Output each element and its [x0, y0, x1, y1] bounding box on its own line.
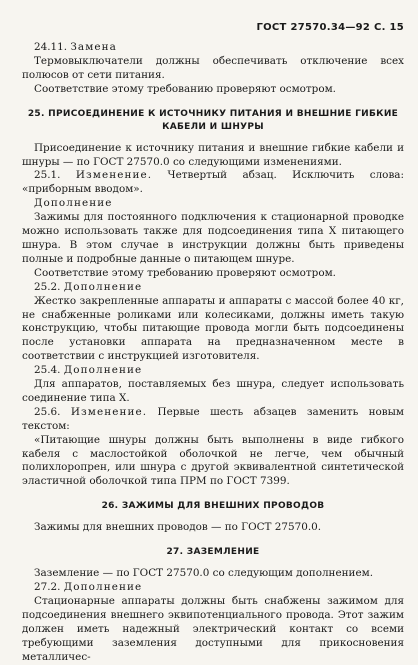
spaced-term: Дополнение — [34, 197, 113, 210]
text-run: 24.11. — [34, 41, 71, 53]
spaced-term: Дополнение — [63, 581, 143, 594]
section-heading — [22, 546, 404, 559]
page-header: ГОСТ 27570.34—92 С. 15 — [256, 22, 404, 33]
paragraph — [22, 595, 404, 665]
paragraph — [22, 142, 404, 170]
spacer — [22, 535, 404, 546]
text-run: Зажимы для постоянного подключения к стационарной проводке можно использовать также для подсоединения типа X питающего шнура. В этом случае в инструкции должны быть приведены полные и подробные данные о питающем шнуре. — [22, 211, 404, 265]
paragraph — [22, 197, 404, 211]
paragraph — [22, 378, 404, 406]
text-run: Соответствие этому требованию проверяют осмотром. — [34, 266, 336, 279]
text-run: Стационарные аппараты должны быть снабжены зажимом для подсоединения внешнего эквипотенциального провода. Этот зажим должен иметь надежный электрический контакт со всеми требующими заземления доступными для прикосновения металличес- — [22, 595, 404, 663]
text-run: Термовыключатели должны обеспечивать отключение всех полюсов от сети питания. — [22, 54, 404, 81]
spaced-term: Изменение. — [70, 405, 148, 418]
text-run: 27. ЗАЗЕМЛЕНИЕ — [166, 547, 260, 558]
spaced-term: Замена — [70, 41, 117, 53]
text-run: 25.6. — [34, 405, 71, 418]
spaced-term: Изменение. — [75, 169, 153, 182]
spacer — [22, 97, 404, 108]
text-run: 27.2. — [34, 581, 64, 594]
text-run: Соответствие этому требованию проверяют осмотром. — [34, 82, 336, 95]
spacer — [22, 489, 404, 500]
spacer — [22, 513, 404, 521]
text-run: Для аппаратов, поставляемых без шнура, следует использовать соединение типа X. — [22, 378, 404, 404]
paragraph — [22, 211, 404, 267]
paragraph — [22, 295, 404, 365]
text-run: 25.2. — [34, 280, 64, 293]
text-run: 25. ПРИСОЕДИНЕНИЕ К ИСТОЧНИКУ ПИТАНИЯ И ВНЕШНИЕ ГИБКИЕ КАБЕЛИ И ШНУРЫ — [27, 108, 399, 132]
paragraph — [22, 581, 404, 595]
text-run: 26. ЗАЖИМЫ ДЛЯ ВНЕШНИХ ПРОВОДОВ — [101, 501, 325, 512]
text-run: Четвертый абзац. Исключить слова: «приборным вводом». — [22, 169, 404, 196]
spacer — [22, 559, 404, 567]
document-body — [22, 41, 404, 665]
text-run: Присоединение к источнику питания и внешние гибкие кабели и шнуры — по ГОСТ 27570.0 со следующими изменениями. — [22, 141, 404, 168]
text-run: Заземление — по ГОСТ 27570.0 со следующим дополнением. — [34, 567, 374, 580]
paragraph — [22, 169, 404, 197]
paragraph — [22, 55, 404, 83]
text-run: «Питающие шнуры должны быть выполнены в виде гибкого кабеля с маслостойкой оболочкой не легче, чем обычный полихлоропрен, или шнура с другой эквивалентной синтетической эластичной оболочкой типа ПРМ по ГОСТ 7399. — [22, 433, 404, 488]
text-run: Первые шесть абзацев заменить новым текстом: — [22, 405, 404, 432]
paragraph — [22, 567, 404, 581]
text-run: Жестко закрепленные аппараты и аппараты с массой более 40 кг, не снабженные роликами или колесиками, должны иметь такую конструкцию, чтобы питающие провода могли быть подсоединены после установки аппарата на предназначенном месте в соответствии с инструкцией изготовителя. — [22, 294, 404, 363]
text-run: 25.1. — [34, 169, 76, 182]
paragraph — [22, 41, 404, 55]
text-run: Зажимы для внешних проводов — по ГОСТ 27570.0. — [34, 521, 322, 534]
paragraph — [22, 267, 404, 281]
text-run: 25.4. — [34, 364, 64, 377]
paragraph — [22, 521, 404, 535]
section-heading — [22, 108, 404, 134]
paragraph — [22, 281, 404, 295]
paragraph — [22, 434, 404, 490]
spacer — [22, 134, 404, 142]
paragraph — [22, 83, 404, 97]
spaced-term: Дополнение — [63, 364, 143, 377]
paragraph — [22, 364, 404, 378]
spaced-term: Дополнение — [63, 280, 143, 293]
section-heading — [22, 500, 404, 513]
paragraph — [22, 406, 404, 434]
